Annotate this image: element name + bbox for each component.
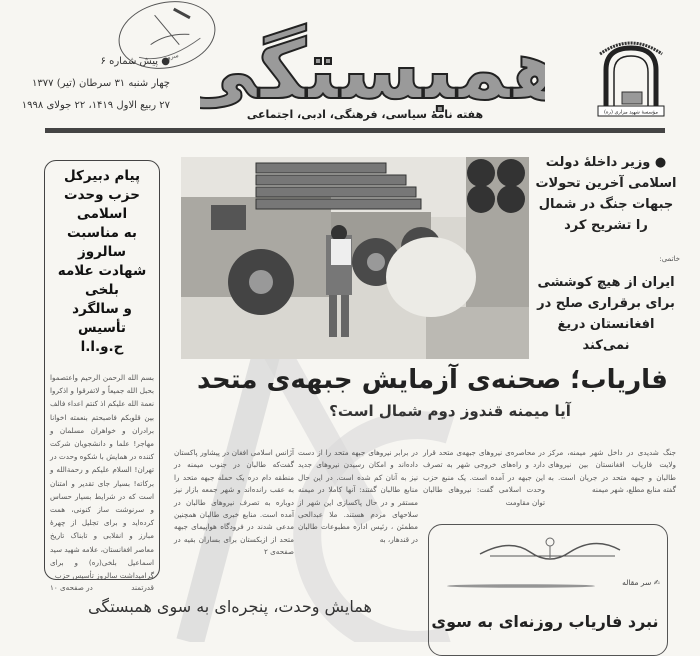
- khatami-source-label: خاتمی:: [659, 255, 680, 263]
- editorial-label: ✍ سر مقاله: [622, 578, 660, 587]
- secretary-general-message-box: [44, 160, 160, 593]
- newspaper-subtitle: هفته نامهٔ سیاسی، فرهنگی، ادبی، اجتماعی: [246, 108, 484, 121]
- svg-text:سرور: سرور: [164, 52, 180, 62]
- masthead-rule-right: [310, 128, 665, 133]
- editorial-rule: [447, 584, 595, 588]
- rocket-launcher-photo: [181, 157, 529, 359]
- iran-peace-headline[interactable]: ایران از هیچ کوششی برای برقراری صلح در افغانستان دریغ نمی‌کند: [537, 275, 675, 353]
- message-continued-link[interactable]: در صفحه‌ی ۱۰: [50, 583, 93, 593]
- story-column-3: در برابر نیروهای جبهه متحد را از دست داده‌اند و امکان رسیدن نیروهای جدید نیز به آنان کم شده است. در این حال منابع طالبان گفتند: آنها کاملا در میمنه مستقر و در حال پاکسازی این شهر از سلاحهای مردم هستند. ملا عبدالحی مطمئن ، رئیس اداره مطبوعات طالبان در قندهار، به: [298, 448, 418, 544]
- faryab-subheadline: آیا میمنه قندوز دوم شمال است؟: [329, 402, 571, 420]
- message-body: بسم الله الرحمن الرحیم واعتصموا بحبل الله جمیعاً و لاتفرقوا و اذکروا نعمة الله علیکم اذ کنتم اعداء فالف بین قلوبکم فاصبحتم بنعمته اخوانا برادران و خواهران مسلمان و مهاجر! علما و دانشجویان شرکت کننده در همایش با شکوه وحدت در تهران! السلام علیکم و رحمةالله و برکاته! بسیار جای تقدیر و امتنان است که در شرایط بسیار حساس و سرنوشت ساز کنونی، همت کرده‌اید و برای تجلیل از چهرهٔ مبارز و انقلابی و تابناک تاریخ معاصر افغانستان، علامه شهید سید اسماعیل بلخی(ره) و برای گرامیداشت سالروز تأسیس حزب: [50, 373, 154, 581]
- unity-conference-headline[interactable]: همایش وحدت، پنجره‌ای به سوی همبستگی: [88, 597, 372, 616]
- interior-minister-headline[interactable]: ● وزیر داخلهٔ دولت اسلامی آخرین تحولات جبهات جنگ در شمال را تشریح کرد: [535, 155, 677, 233]
- institute-logo: [592, 32, 670, 118]
- story-column-4: آژانس اسلامی افغان در پیشاور پاکستان گفت‌که طالبان در جنوب میمنه در منطقه دام دره یک حمله جبهه متحد را به عقب رانده‌اند و شهر جمعه بازار نیز دوباره به تصرف نیروهای طالبان در آمده است. منابع خبری طالبان همچنین مدعی شدند در فرودگاه هواپیمای جبهه متحد از ازبکستان برای بساران بقیه در صفحه‌ی ۲: [174, 448, 294, 557]
- date-lunar-gregorian: ۲۷ ربیع الاول ۱۴۱۹، ۲۲ جولای ۱۹۹۸: [21, 100, 170, 111]
- title-text: همبستگی: [200, 23, 545, 112]
- message-headline: پیام دبیرکل حزب وحدت اسلامی به مناسبت سالروز شهادت علامه بلخی و سالگرد تأسیس ح.و.ا.ا: [57, 168, 147, 355]
- story-column-1: جنگ شدیدی در داخل شهر میمنه، مرکز ولایت فاریاب افغانستان بین نیروهای طالبان و جبهه متحد در جریان است. به گفته منابع مطلع، شهر میمنه: [548, 448, 676, 495]
- masthead-rule: [45, 128, 310, 133]
- newspaper-title: [200, 20, 545, 112]
- story-column-2: در محاصره‌ی نیروهای جبهه‌ی متحد قرار دارد و راه‌های خروجی شهر به تصرف این جبهه در آمده است. یک منبع حزب وحدت اسلامی گفت: نیروهای طالبان توان مقاومت: [423, 448, 545, 507]
- bismillah-calligraphy: [470, 532, 630, 562]
- faryab-main-headline[interactable]: فاریاب؛ صحنه‌ی آزمایش جبهه‌ی متحد: [197, 365, 668, 395]
- editorial-title[interactable]: نبرد فاریاب روزنه‌ای به سوی: [431, 612, 659, 631]
- logo-caption: مؤسسهٔ شهید مزاری (ره): [603, 109, 659, 116]
- pen-icon: ✍: [653, 578, 660, 587]
- date-solar: چهار شنبه ۳۱ سرطان (تیر) ۱۳۷۷: [32, 78, 170, 89]
- issue-number: ● پیش شماره ۶: [100, 56, 170, 67]
- message-last-word: قدرتمند: [131, 583, 154, 593]
